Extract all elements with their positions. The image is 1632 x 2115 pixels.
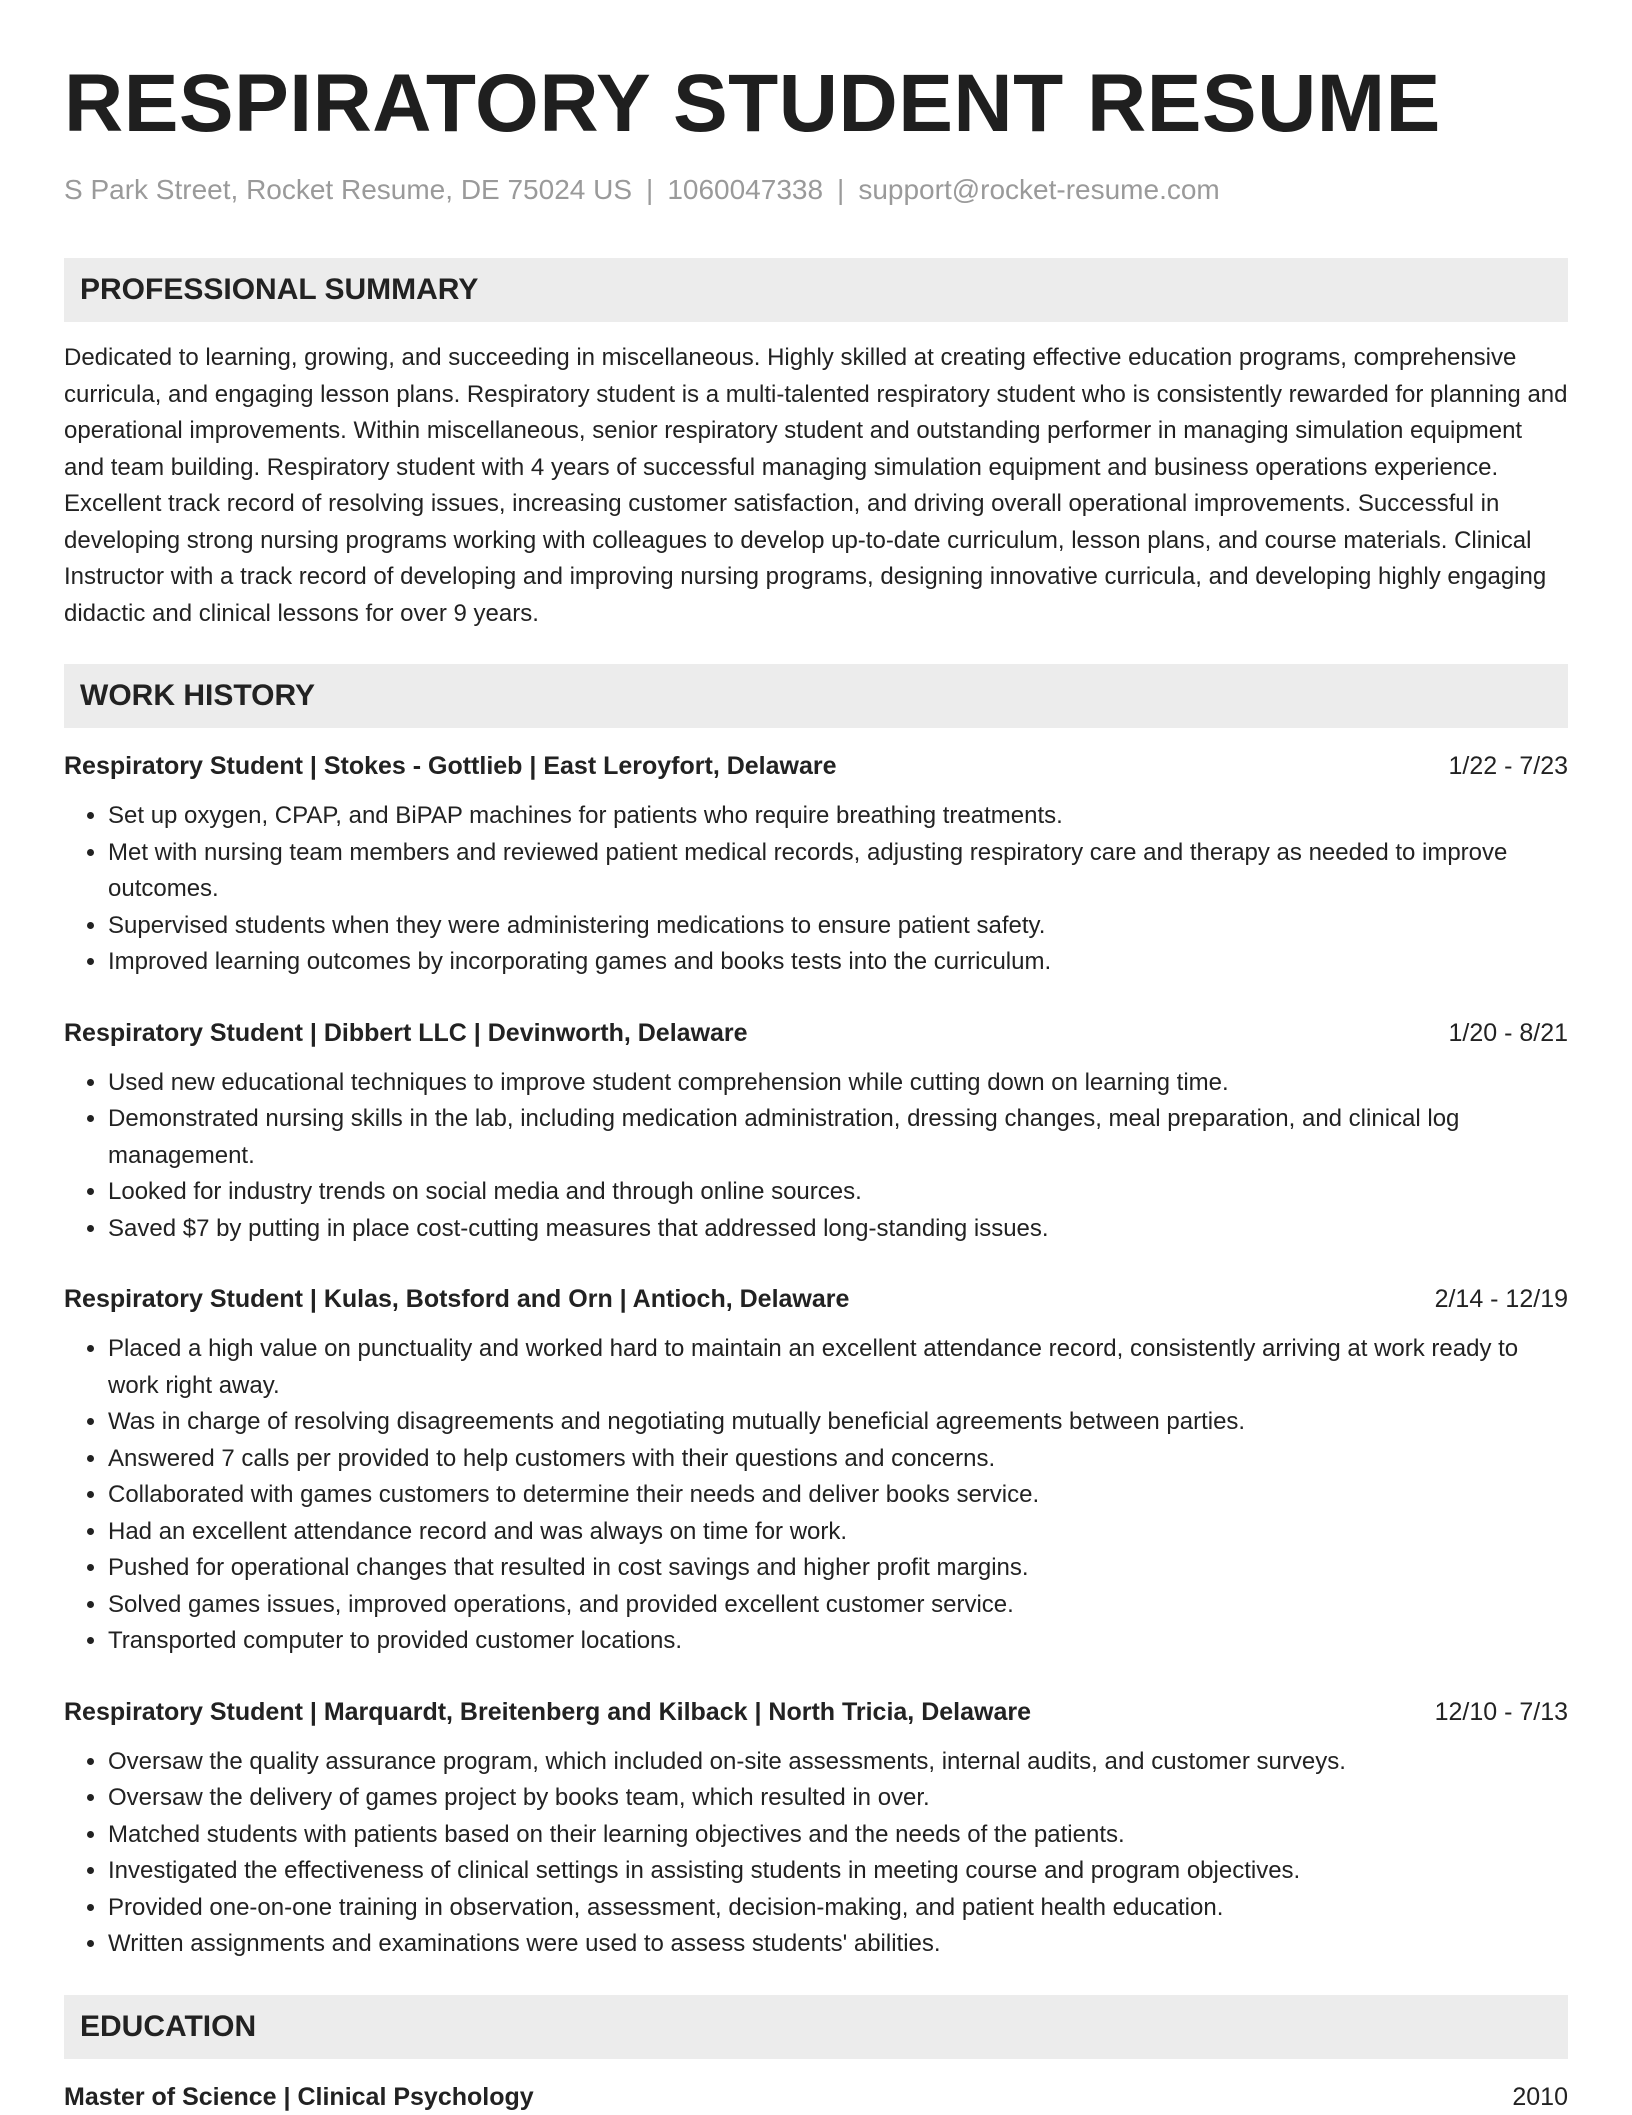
contact-line (64, 170, 1568, 210)
education-entry (64, 2079, 1568, 2115)
job-bullet: • Answered 7 calls per provided to help customers with their questions and concerns. (108, 1441, 1568, 1478)
job-title: Respiratory Student | Stokes - Gottlieb | East Leroyfort, Delaware (64, 752, 837, 780)
job-entry (64, 1281, 1568, 1660)
job-bullet: • Had an excellent attendance record and was always on time for work. (108, 1514, 1568, 1551)
job-bullet: • Placed a high value on punctuality and worked hard to maintain an excellent attendance record, consistently arriving at work ready to work right away. (108, 1331, 1568, 1404)
job-bullet: • Oversaw the delivery of games project by books team, which resulted in over. (108, 1780, 1568, 1817)
job-title: Respiratory Student | Dibbert LLC | Devinworth, Delaware (64, 1018, 748, 1047)
job-bullet: • Written assignments and examinations were used to assess students' abilities. (108, 1926, 1568, 1963)
contact-address: S Park Street, Rocket Resume, DE 75024 US (64, 174, 633, 205)
job-bullet: • Solved games issues, improved operations, and provided excellent customer service. (108, 1587, 1568, 1624)
job-bullet-list (64, 1065, 1568, 1248)
job-bullet: • Investigated the effectiveness of clinical settings in assisting students in meeting course and program objectives. (108, 1853, 1568, 1890)
job-bullet: • Oversaw the quality assurance program, which included on-site assessments, internal audits, and customer surveys. (108, 1744, 1568, 1781)
job-entry (64, 748, 1568, 981)
job-bullet: • Transported computer to provided customer locations. (108, 1623, 1568, 1660)
job-bullet: • Saved $7 by putting in place cost-cutting measures that addressed long-standing issues. (108, 1211, 1568, 1248)
job-bullet: • Pushed for operational changes that resulted in cost savings and higher profit margins. (108, 1550, 1568, 1587)
resume-title: RESPIRATORY STUDENT RESUME (64, 58, 1441, 149)
job-bullet: • Looked for industry trends on social media and through online sources. (108, 1174, 1568, 1211)
education-year: 2010 (1512, 2082, 1568, 2111)
job-bullet: • Used new educational techniques to improve student comprehension while cutting down on learning time. (108, 1065, 1568, 1102)
job-entry (64, 1694, 1568, 1963)
job-bullet: • Supervised students when they were administering medications to ensure patient safety. (108, 908, 1568, 945)
job-bullet: • Was in charge of resolving disagreements and negotiating mutually beneficial agreements between parties. (108, 1404, 1568, 1441)
education-degree: Master of Science | Clinical Psychology (64, 2082, 534, 2111)
job-bullet: • Met with nursing team members and reviewed patient medical records, adjusting respiratory care and therapy as needed to improve outcomes. (108, 835, 1568, 908)
education-list (64, 2079, 1568, 2115)
section-header-work-history: WORK HISTORY (64, 664, 1568, 728)
job-dates: 12/10 - 7/13 (1434, 1697, 1568, 1726)
job-bullet: • Improved learning outcomes by incorporating games and books tests into the curriculum. (108, 944, 1568, 981)
job-title: Respiratory Student | Marquardt, Breitenberg and Kilback | North Tricia, Delaware (64, 1697, 1031, 1726)
section-header-education: EDUCATION (64, 1995, 1568, 2059)
job-header (64, 1015, 1568, 1051)
job-title: Respiratory Student | Kulas, Botsford and Orn | Antioch, Delaware (64, 1285, 850, 1313)
job-header (64, 748, 1568, 784)
job-entry (64, 1015, 1568, 1248)
job-dates: 2/14 - 12/19 (1434, 1285, 1568, 1313)
job-dates: 1/22 - 7/23 (1448, 752, 1568, 780)
job-header (64, 1694, 1568, 1730)
job-header (64, 1281, 1568, 1317)
work-history-list (64, 748, 1568, 1963)
job-bullet-list (64, 1744, 1568, 1963)
job-bullet: • Provided one-on-one training in observation, assessment, decision-making, and patient health education. (108, 1890, 1568, 1927)
job-bullet: • Collaborated with games customers to determine their needs and deliver books service. (108, 1477, 1568, 1514)
contact-separator: | (837, 174, 845, 205)
section-header-summary: PROFESSIONAL SUMMARY (64, 258, 1568, 322)
job-bullet: • Demonstrated nursing skills in the lab, including medication administration, dressing changes, meal preparation, and clinical log management. (108, 1101, 1568, 1174)
job-bullet-list (64, 1331, 1568, 1660)
summary-text: Dedicated to learning, growing, and succeeding in miscellaneous. Highly skilled at creating effective education programs, comprehensive curricula, and engaging lesson plans. Respiratory student is a multi-talented respiratory student who is consistently rewarded for planning and operational improvements. Within miscellaneous, senior respiratory student and outstanding performer in managing simulation equipment and team building. Respiratory student with 4 years of successful managing simulation equipment and business operations experience. Excellent track record of resolving issues, increasing customer satisfaction, and driving overall operational improvements. Successful in developing strong nursing programs working with colleagues to develop up-to-date curriculum, lesson plans, and course materials. Clinical Instructor with a track record of developing and improving nursing programs, designing innovative curricula, and developing highly engaging didactic and clinical lessons for over 9 years. (64, 344, 1568, 627)
job-dates: 1/20 - 8/21 (1448, 1018, 1568, 1047)
contact-separator: | (646, 174, 654, 205)
contact-phone: 1060047338 (667, 174, 824, 205)
contact-email: support@rocket-resume.com (858, 174, 1220, 205)
job-bullet: • Set up oxygen, CPAP, and BiPAP machines for patients who require breathing treatments. (108, 798, 1568, 835)
job-bullet-list (64, 798, 1568, 981)
job-bullet: • Matched students with patients based on their learning objectives and the needs of the patients. (108, 1817, 1568, 1854)
